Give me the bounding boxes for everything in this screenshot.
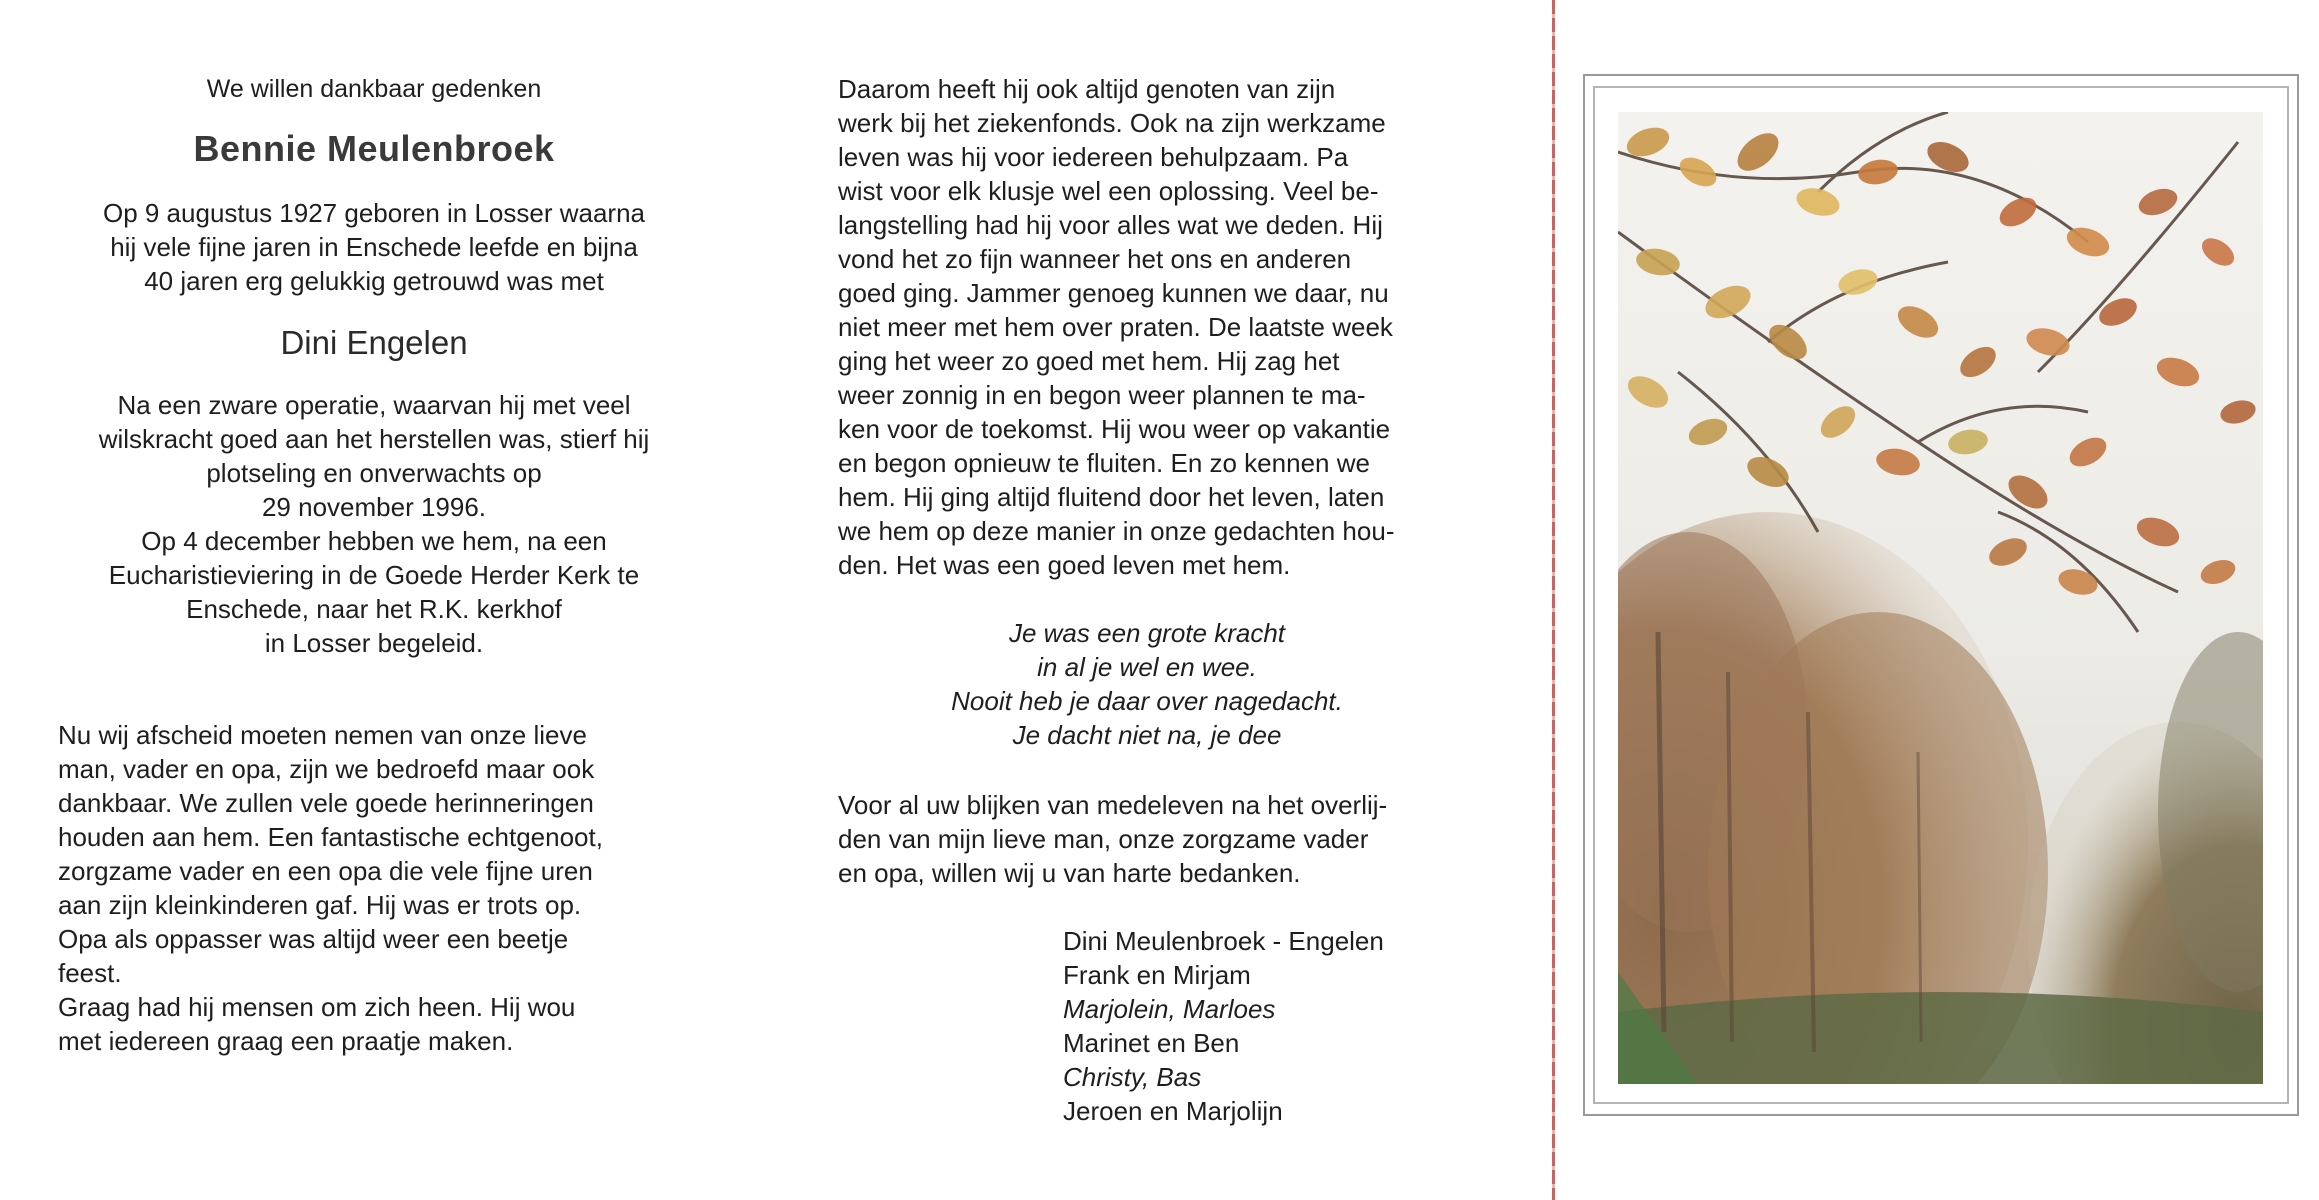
death-line: wilskracht goed aan het herstellen was, stierf hij [98, 424, 650, 454]
poem [838, 616, 1456, 752]
death-line: Op 4 december hebben we hem, na een [141, 526, 607, 556]
autumn-forest-photo [1618, 112, 2263, 1084]
body-paragraph [838, 72, 1456, 582]
death-line: Enschede, naar het R.K. kerkhof [186, 594, 562, 624]
thanks-line: en opa, willen wij u van harte bedanken. [838, 858, 1301, 888]
poem-line: Je was een grote kracht [1008, 618, 1286, 648]
middle-panel [838, 72, 1456, 1128]
signature-line: Marinet en Ben [1063, 1028, 1240, 1058]
death-line: Eucharistieviering in de Goede Herder Kerk te [108, 560, 640, 590]
body-line: ging het weer zo goed met hem. Hij zag het [838, 346, 1340, 376]
body-line: ken voor de toekomst. Hij wou weer op vakantie [838, 414, 1391, 444]
death-line: 29 november 1996. [261, 492, 487, 522]
body-line: Daarom heeft hij ook altijd genoten van zijn [838, 74, 1336, 104]
farewell-line: Graag had hij mensen om zich heen. Hij wou [58, 992, 576, 1022]
signature-list [1063, 924, 1456, 1128]
death-line: Na een zware operatie, waarvan hij met veel [117, 390, 631, 420]
farewell-line: aan zijn kleinkinderen gaf. Hij was er trots op. [58, 890, 582, 920]
birth-line: Op 9 augustus 1927 geboren in Losser waarna [102, 198, 646, 228]
signature-line: Jeroen en Marjolijn [1063, 1096, 1283, 1126]
death-line: in Losser begeleid. [264, 628, 484, 658]
body-line: en begon opnieuw te fluiten. En zo kennen we [838, 448, 1370, 478]
left-panel [58, 72, 690, 1058]
body-line: den. Het was een goed leven met hem. [838, 550, 1291, 580]
poem-line: Je dacht niet na, je dee [1012, 720, 1282, 750]
signature-line: Frank en Mirjam [1063, 960, 1251, 990]
body-line: goed ging. Jammer genoeg kunnen we daar, nu [838, 278, 1389, 308]
body-line: niet meer met hem over praten. De laatste week [838, 312, 1393, 342]
signature-line-grandchildren: Christy, Bas [1063, 1062, 1202, 1092]
farewell-line: Opa als oppasser was altijd weer een beetje [58, 924, 569, 954]
body-line: leven was hij voor iedereen behulpzaam. Pa [838, 142, 1349, 172]
spouse-name: Dini Engelen [280, 324, 468, 361]
signature-line: Dini Meulenbroek - Engelen [1063, 926, 1384, 956]
body-line: weer zonnig in en begon weer plannen te ma- [838, 380, 1366, 410]
farewell-line: met iedereen graag een praatje maken. [58, 1026, 514, 1056]
thanks-paragraph [838, 788, 1456, 890]
body-line: hem. Hij ging altijd fluitend door het leven, laten [838, 482, 1385, 512]
poem-line: in al je wel en wee. [1037, 652, 1257, 682]
deceased-name: Bennie Meulenbroek [193, 128, 555, 169]
body-line: we hem op deze manier in onze gedachten hou- [838, 516, 1395, 546]
thanks-line: Voor al uw blijken van medeleven na het overlij- [838, 790, 1388, 820]
fold-line [1552, 0, 1555, 1200]
farewell-paragraph [58, 718, 690, 1058]
signature-line-grandchildren: Marjolein, Marloes [1063, 994, 1276, 1024]
death-line: plotseling en onverwachts op [206, 458, 542, 488]
death-paragraph [58, 388, 690, 660]
birth-paragraph [58, 196, 690, 298]
intro-line: We willen dankbaar gedenken [206, 75, 542, 103]
farewell-line: zorgzame vader en een opa die vele fijne uren [58, 856, 593, 886]
body-line: langstelling had hij voor alles wat we deden. Hij [838, 210, 1383, 240]
farewell-line: feest. [58, 958, 122, 988]
farewell-line: Nu wij afscheid moeten nemen van onze lieve [58, 720, 587, 750]
poem-line: Nooit heb je daar over nagedacht. [951, 686, 1343, 716]
body-line: vond het zo fijn wanneer het ons en anderen [838, 244, 1352, 274]
birth-line: hij vele fijne jaren in Enschede leefde en bijna [110, 232, 638, 262]
thanks-line: den van mijn lieve man, onze zorgzame vader [838, 824, 1369, 854]
body-line: wist voor elk klusje wel een oplossing. Veel be- [838, 176, 1379, 206]
farewell-line: houden aan hem. Een fantastische echtgenoot, [58, 822, 603, 852]
farewell-line: dankbaar. We zullen vele goede herinneringen [58, 788, 594, 818]
body-line: werk bij het ziekenfonds. Ook na zijn werkzame [838, 108, 1386, 138]
birth-line: 40 jaren erg gelukkig getrouwd was met [144, 266, 604, 296]
farewell-line: man, vader en opa, zijn we bedroefd maar ook [58, 754, 595, 784]
